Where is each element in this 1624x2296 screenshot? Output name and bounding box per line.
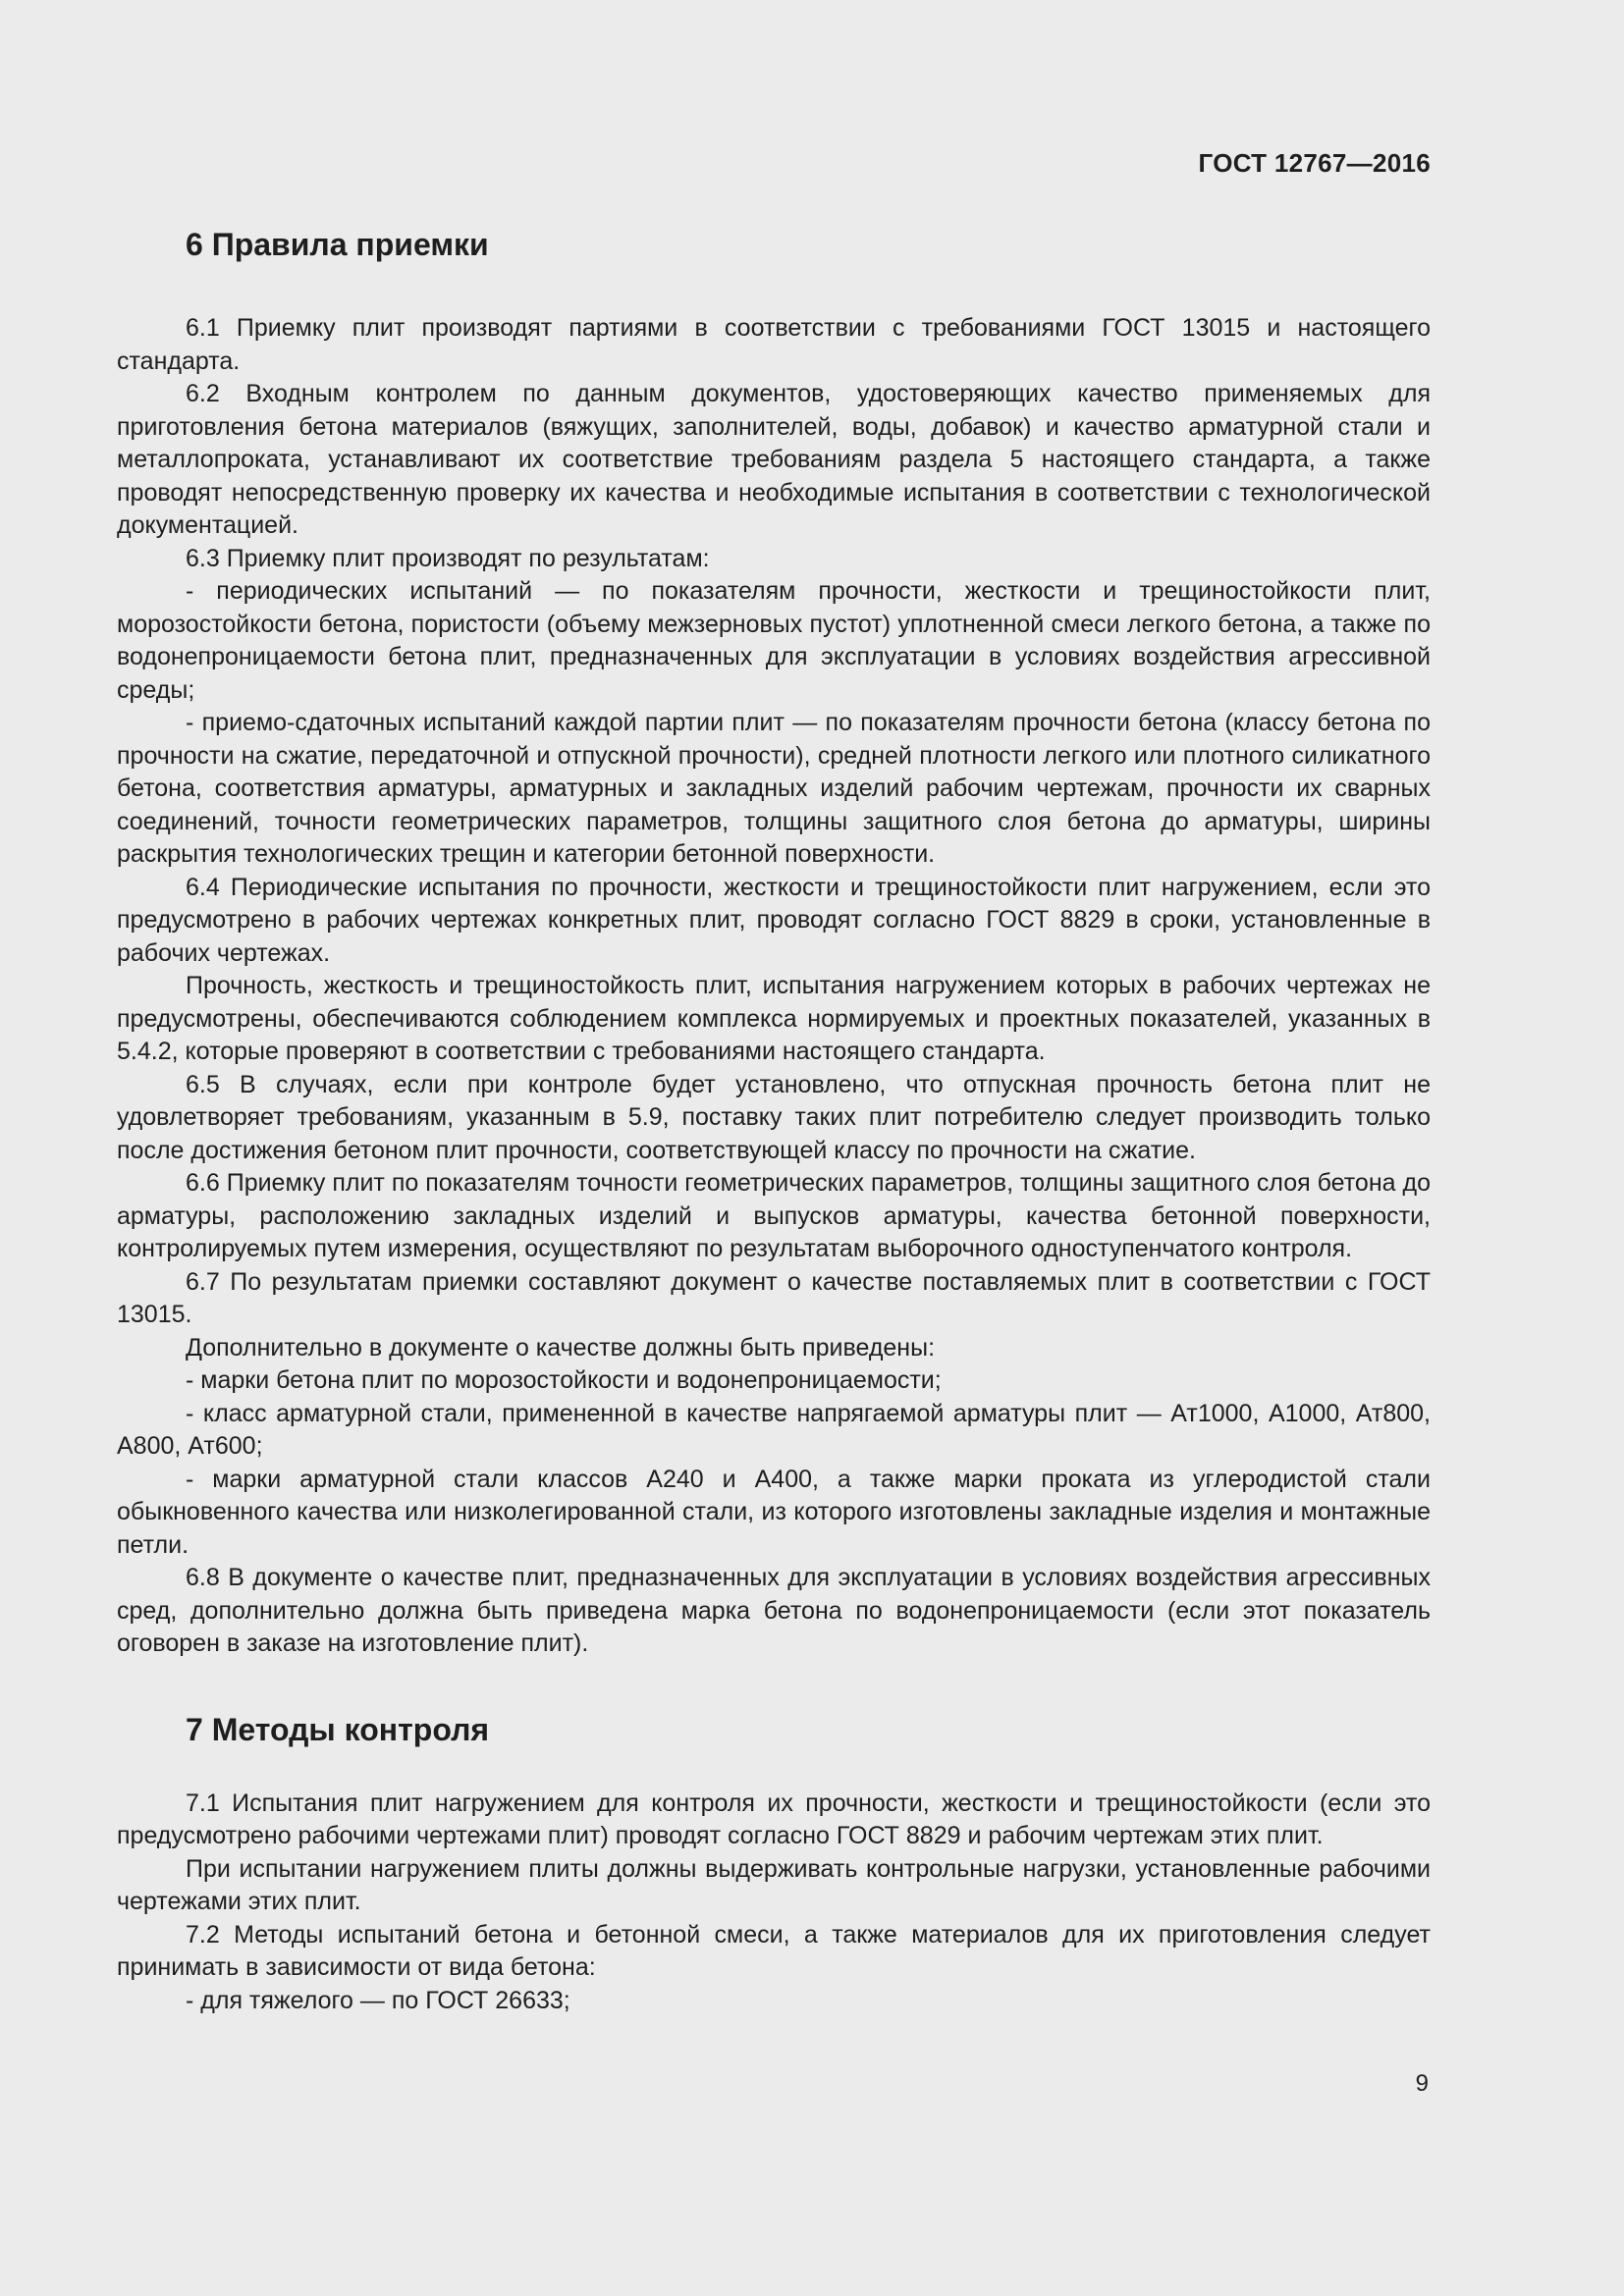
paragraph-6-2: 6.2 Входным контролем по данным документов, удостоверяющих качество применяемых для приготовления бетона материалов (вяжущих, заполнителей, воды, добавок) и качество арматурной стали и металлопроката, устанавливают их соответствие требованиям раздела 5 настоящего стандарта, а также проводят непосредственную проверку их качества и необходимые испытания в соответствии с технологической документацией.	[117, 380, 1431, 539]
paragraph-6-8: 6.8 В документе о качестве плит, предназначенных для эксплуатации в условиях воздействия агрессивных сред, дополнительно должна быть приведена марка бетона по водонепроницаемости (если этот показатель оговорен в заказе на изготовление плит).	[117, 1564, 1431, 1657]
list-item-concrete-grades: - марки бетона плит по морозостойкости и водонепроницаемости;	[186, 1366, 942, 1394]
paragraph-6-7-additional: Дополнительно в документе о качестве должны быть приведены:	[186, 1333, 936, 1362]
list-item-reinforcement-class: - класс арматурной стали, примененной в качестве напрягаемой арматуры плит — Ат1000, А1000, Ат800, А800, Ат600;	[117, 1399, 1431, 1460]
paragraph-6-6: 6.6 Приемку плит по показателям точности геометрических параметров, толщины защитного слоя бетона до арматуры, расположению закладных изделий и выпусков арматуры, качества бетонной поверхности, контролируемых путем измерения, осуществляют по результатам выборочного одноступенчатого контроля.	[117, 1169, 1431, 1262]
paragraph-7-2: 7.2 Методы испытаний бетона и бетонной смеси, а также материалов для их приготовления следует принимать в зависимости от вида бетона:	[117, 1920, 1431, 1981]
paragraph-6-3: 6.3 Приемку плит производят по результатам:	[186, 544, 710, 572]
section-6-body	[117, 312, 1431, 1661]
paragraph-6-4-continued: Прочность, жесткость и трещиностойкость плит, испытания нагружением которых в рабочих чертежах не предусмотрены, обеспечиваются соблюдением комплекса нормируемых и проектных показателей, указанных в 5.4.2, которые проверяют в соответствии с требованиями настоящего стандарта.	[117, 972, 1431, 1065]
document-body	[117, 221, 1431, 2017]
section-7-body	[117, 1788, 1431, 2018]
list-item-heavy-concrete: - для тяжелого — по ГОСТ 26633;	[186, 1986, 570, 2014]
paragraph-6-7: 6.7 По результатам приемки составляют документ о качестве поставляемых плит в соответствии с ГОСТ 13015.	[117, 1267, 1431, 1328]
paragraph-7-1: 7.1 Испытания плит нагружением для контроля их прочности, жесткости и трещиностойкости (если это предусмотрено рабочими чертежами плит) проводят согласно ГОСТ 8829 и рабочим чертежам этих плит.	[117, 1789, 1431, 1849]
section-6-title: 6 Правила приемки	[186, 227, 489, 262]
paragraph-7-1-continued: При испытании нагружением плиты должны выдерживать контрольные нагрузки, установленные рабочими чертежами этих плит.	[117, 1854, 1431, 1915]
paragraph-6-4: 6.4 Периодические испытания по прочности, жесткости и трещиностойкости плит нагружением, если это предусмотрено в рабочих чертежах конкретных плит, проводят согласно ГОСТ 8829 в сроки, установленные в рабочих чертежах.	[117, 873, 1431, 967]
paragraph-6-1: 6.1 Приемку плит производят партиями в соответствии с требованиями ГОСТ 13015 и настоящего стандарта.	[117, 314, 1431, 375]
paragraph-6-5: 6.5 В случаях, если при контроле будет установлено, что отпускная прочность бетона плит не удовлетворяет требованиям, указанным в 5.9, поставку таких плит потребителю следует производить только после достижения бетоном плит прочности, соответствующей классу по прочности на сжатие.	[117, 1070, 1431, 1164]
list-item-periodic-tests: - периодических испытаний — по показателям прочности, жесткости и трещиностойкости плит, морозостойкости бетона, пористости (объему межзерновых пустот) уплотненной смеси легкого бетона, а также по водонепроницаемости бетона плит, предназначенных для эксплуатации в условиях воздействия агрессивной среды;	[117, 577, 1431, 704]
page-number: 9	[1415, 2070, 1429, 2097]
list-item-acceptance-tests: - приемо-сдаточных испытаний каждой партии плит — по показателям прочности бетона (классу бетона по прочности на сжатие, передаточной и отпускной прочности), средней плотности легкого или плотного силикатного бетона, соответствия арматуры, арматурных и закладных изделий рабочим чертежам, прочности их сварных соединений, точности геометрических параметров, толщины защитного слоя бетона до арматуры, ширины раскрытия технологических трещин и категории бетонной поверхности.	[117, 709, 1431, 868]
standard-code-header: ГОСТ 12767—2016	[1198, 148, 1431, 178]
list-item-steel-grades: - марки арматурной стали классов А240 и А400, а также марки проката из углеродистой стали обыкновенного качества или низколегированной стали, из которого изготовлены закладные изделия и монтажные петли.	[117, 1465, 1431, 1559]
section-7-title: 7 Методы контроля	[186, 1711, 490, 1747]
